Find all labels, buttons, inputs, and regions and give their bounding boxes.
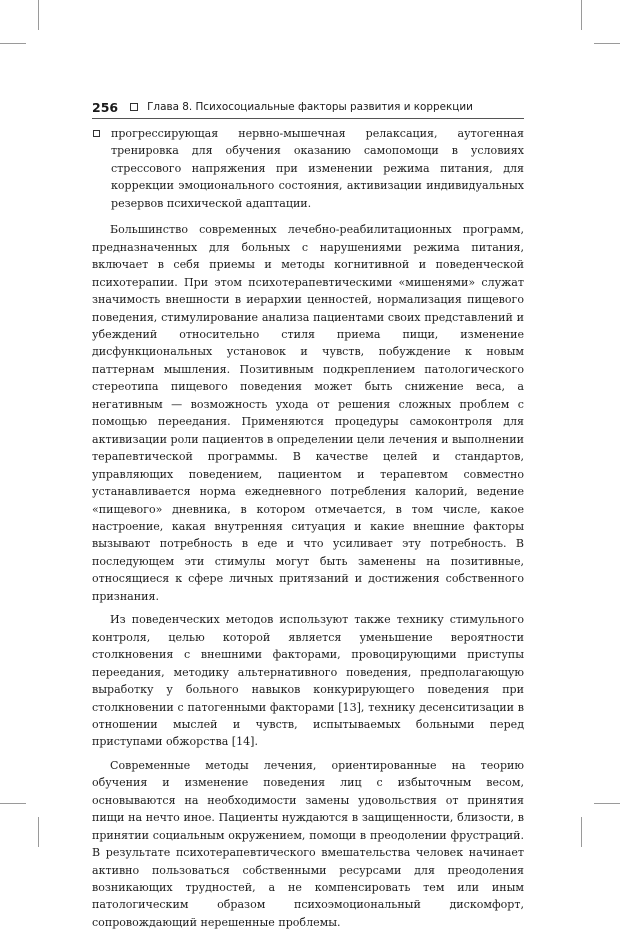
running-header [92, 98, 524, 116]
bullet-item [93, 125, 524, 212]
header-rule [92, 118, 524, 119]
page-number: 256 [92, 99, 119, 115]
header-square-icon [130, 103, 138, 111]
crop-mark-left-upper [0, 43, 26, 44]
bullet-text: прогрессирующая нервно-мышечная релаксация, аутогенная тренировка для обучения оказанию самопомощи в условиях стрессового напряжения при изменении режима питания, для коррекции эмоционального состояния, активизации индивидуальных резервов психической адаптации. [111, 127, 524, 210]
page-body [92, 125, 524, 931]
paragraph-1: Большинство современных лечебно-реабилитационных программ, предназначенных для больных с нарушениями режима питания, включает в себя приемы и методы когнитивной и поведенческой психотерапии. При этом психотерапевтическими «мишенями» служат значимость внешности в иерархии ценностей, нормализация пищевого поведения, стимулирование анализа пациентами своих представлений и убеждений относительно стиля приема пищи, изменение дисфункциональных установок и чувств, побуждение к новым паттернам мышления. Позитивным подкреплением патологического стереотипа пищевого поведения может быть снижение веса, а негативным — возможность ухода от решения сложных проблем с помощью переедания. Применяются процедуры самоконтроля для активизации роли пациентов в определении цели лечения и выполнении терапевтической программы. В качестве целей и стандартов, управляющих поведением, пациентом и терапевтом совместно устанавливается норма ежедневного потребления калорий, ведение «пищевого» дневника, в котором отмечается, в том числе, какое настроение, какая внутренняя ситуация и какие внешние факторы вызывают потребность в еде и что усиливает эту потребность. В последующем эти стимулы могут быть заменены на позитивные, относящиеся к сфере личных притязаний и достижения собственного признания. [92, 223, 524, 603]
crop-mark-right-lower [594, 803, 620, 804]
crop-mark-bottom-left [38, 817, 39, 847]
crop-mark-top-left [38, 0, 39, 30]
chapter-title: Глава 8. Психосоциальные факторы развития и коррекции [147, 101, 473, 113]
bullet-square-icon [93, 130, 100, 137]
crop-mark-left-lower [0, 803, 26, 804]
crop-mark-right-upper [594, 43, 620, 44]
paragraph-3: Современные методы лечения, ориентированные на теорию обучения и изменение поведения лиц с избыточным весом, основываются на необходимости замены удовольствия от принятия пищи на нечто иное. Пациенты нуждаются в защищенности, близости, в принятии социальным окружением, помощи в преодолении фрустраций. В результате психотерапевтического вмешательства человек начинает активно пользоваться собственными ресурсами для преодоления возникающих трудностей, а не компенсировать тем или иным патологическим образом психоэмоциональный дискомфорт, сопровождающий нерешенные проблемы. [92, 758, 524, 929]
paragraph-2: Из поведенческих методов используют также технику стимульного контроля, целью которой является уменьшение вероятности столкновения с внешними факторами, провоцирующими приступы переедания, методику альтернативного поведения, предполагающую выработку у больного навыков конкурирующего поведения при столкновении с патогенными факторами [13], технику десенситизации в отношении мыслей и чувств, испытываемых больными перед приступами обжорства [14]. [92, 613, 524, 749]
crop-mark-bottom-right [581, 817, 582, 847]
crop-mark-top-right [581, 0, 582, 30]
